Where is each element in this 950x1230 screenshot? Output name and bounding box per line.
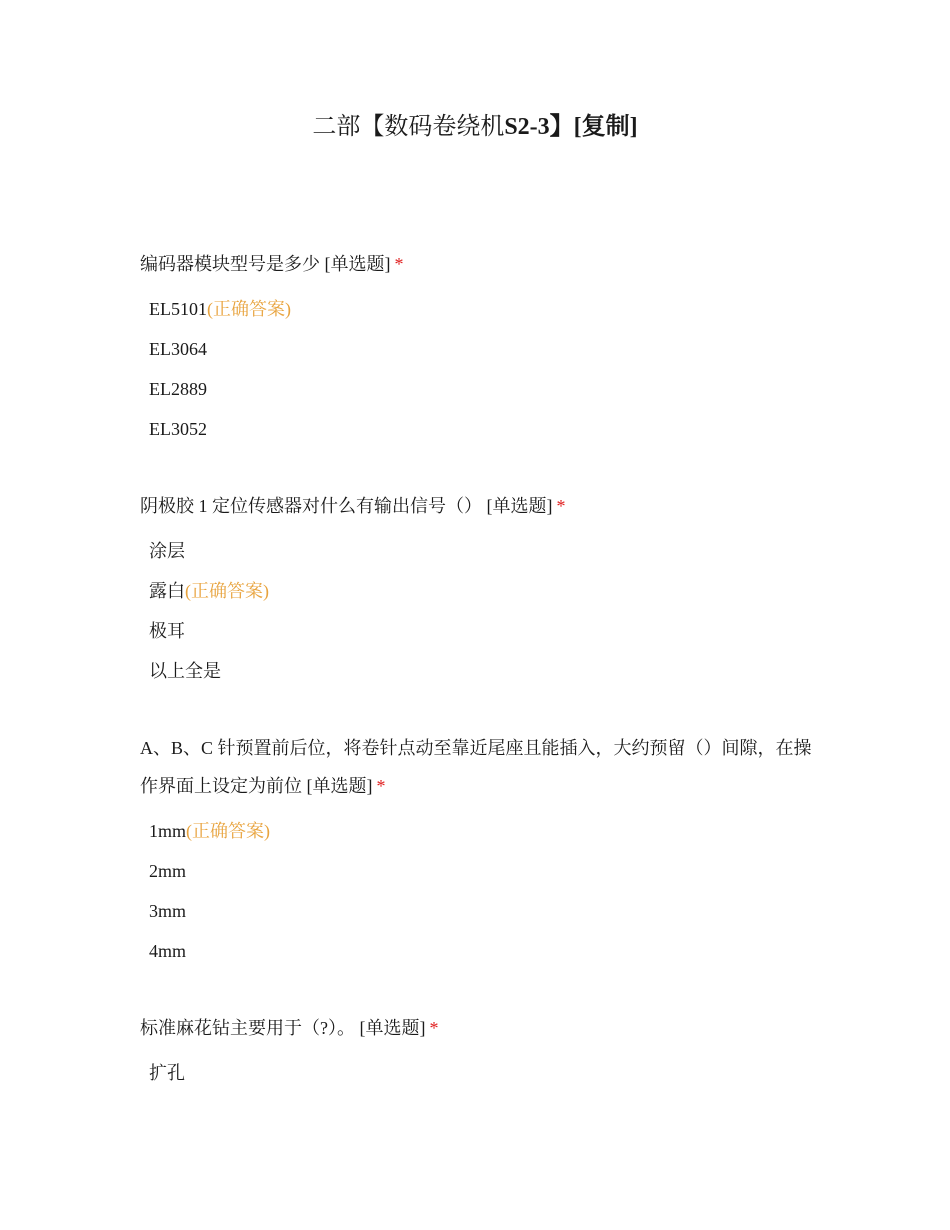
question-text: A、B、C 针预置前后位，将卷针点动至靠近尾座且能插入，大约预留（）间隙，在操作界面上设定为前位 [单选题]: [140, 738, 812, 796]
title-code: S2-3: [504, 114, 550, 140]
correct-answer-label: (正确答案): [186, 821, 271, 841]
option-text: 3mm: [149, 901, 187, 921]
option-text: 2mm: [149, 861, 187, 881]
option-item[interactable]: [149, 571, 820, 611]
option-text: EL3052: [149, 419, 207, 439]
title-suffix: 】: [549, 114, 574, 140]
option-item[interactable]: [149, 851, 820, 891]
required-mark: *: [429, 1018, 439, 1038]
question-stem: [140, 487, 820, 525]
option-item[interactable]: [149, 409, 820, 449]
question-text: 标准麻花钻主要用于（?）。 [单选题]: [140, 1018, 426, 1038]
title-copy-tag: [复制]: [573, 114, 638, 140]
question-3: [140, 729, 820, 971]
option-list: [140, 531, 820, 691]
required-mark: *: [556, 496, 566, 516]
option-text: 1mm: [149, 821, 187, 841]
option-item[interactable]: [149, 369, 820, 409]
option-item[interactable]: [149, 931, 820, 971]
question-stem: [140, 729, 820, 805]
question-text: 阴极胶 1 定位传感器对什么有输出信号（） [单选题]: [140, 496, 553, 516]
option-list: [140, 289, 820, 449]
option-text: 扩孔: [149, 1063, 185, 1083]
option-text: 以上全是: [149, 661, 221, 681]
option-text: 极耳: [149, 621, 185, 641]
option-item[interactable]: [149, 891, 820, 931]
option-item[interactable]: [149, 811, 820, 851]
option-item[interactable]: [149, 531, 820, 571]
option-text: EL2889: [149, 379, 207, 399]
title-prefix: 二部【数码卷绕机: [312, 114, 505, 140]
option-text: EL5101: [149, 299, 207, 319]
question-1: [140, 245, 820, 449]
option-item[interactable]: [149, 329, 820, 369]
option-list: [140, 1053, 820, 1093]
required-mark: *: [376, 776, 386, 796]
page-title: [0, 110, 950, 144]
option-text: 涂层: [149, 541, 185, 561]
question-stem: [140, 245, 820, 283]
option-text: 露白: [149, 581, 185, 601]
question-4: [140, 1009, 820, 1093]
option-text: EL3064: [149, 339, 207, 359]
correct-answer-label: (正确答案): [185, 581, 269, 601]
option-list: [140, 811, 820, 971]
question-text: 编码器模块型号是多少 [单选题]: [140, 254, 391, 274]
option-item[interactable]: [149, 651, 820, 691]
option-item[interactable]: [149, 1053, 820, 1093]
question-2: [140, 487, 820, 691]
question-stem: [140, 1009, 820, 1047]
option-item[interactable]: [149, 611, 820, 651]
correct-answer-label: (正确答案): [207, 299, 291, 319]
option-text: 4mm: [149, 941, 187, 961]
required-mark: *: [394, 254, 404, 274]
option-item[interactable]: [149, 289, 820, 329]
